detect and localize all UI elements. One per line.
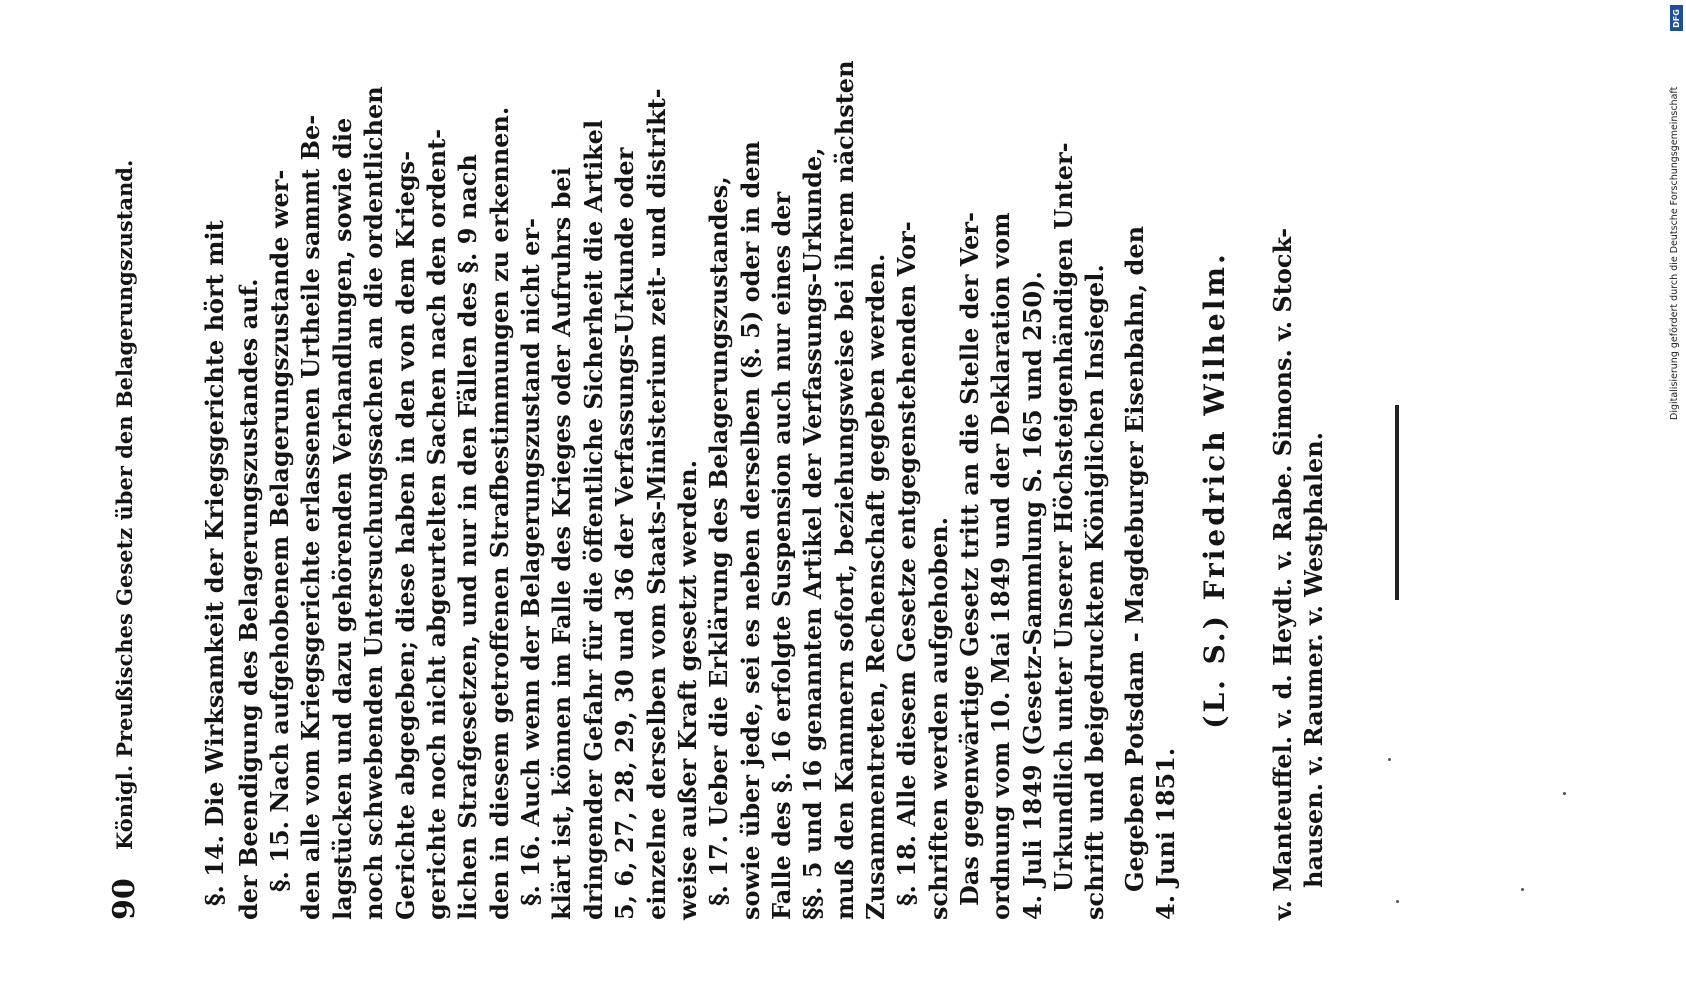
text-line: einzelne derselben vom Staats-Ministerium zeit- und distrikt- xyxy=(642,88,671,920)
text-line: Gerichte abgegeben; diese haben in den von dem Kriegs- xyxy=(391,150,420,920)
text-line: Urkundlich unter Unserer Höchsteigenhändigen Unter- xyxy=(1049,142,1078,892)
text-line: §§. 5 und 16 genannten Artikel der Verfassungs-Urkunde, xyxy=(798,147,827,920)
closing-rule xyxy=(1395,405,1399,600)
scan-speck xyxy=(1396,900,1399,903)
running-head: Königl. Preußisches Gesetz über den Belagerungszustand. xyxy=(112,159,137,850)
text-line: ordnung vom 10. Mai 1849 und der Deklaration vom xyxy=(986,212,1015,920)
text-line: lichen Strafgesetzen, und nur in den Fällen des §. 9 nach xyxy=(453,154,482,920)
text-line: Falle des §. 16 erfolgte Suspension auch nur eines der xyxy=(767,191,796,920)
digitization-credit: Digitalisierung gefördert durch die Deutsche Forschungsgemeinschaft xyxy=(1669,86,1680,420)
rotated-text-block xyxy=(103,20,1453,920)
scan-speck xyxy=(1563,792,1566,795)
dfg-logo xyxy=(1670,5,1683,31)
text-line: klärt ist, können im Falle des Krieges oder Aufruhrs bei xyxy=(547,167,576,920)
text-line: Zusammentreten, Rechenschaft gegeben werden. xyxy=(861,253,890,920)
header-line xyxy=(103,60,147,920)
signature-line: (L. S.) Friedrich Wilhelm. xyxy=(1198,251,1231,729)
minister-line: hausen. v. Raumer. v. Westphalen. xyxy=(1299,431,1328,888)
page-number: 90 xyxy=(107,878,142,920)
scan-speck xyxy=(1388,758,1391,761)
text-line: sowie über jede, sei es neben derselben (§. 5) oder in dem xyxy=(736,140,765,920)
text-line: weise außer Kraft gesetzt werden. xyxy=(673,460,702,920)
text-line: den in diesem getroffenen Strafbestimmungen zu erkennen. xyxy=(485,106,514,920)
text-line: 4. Juli 1849 (Gesetz-Sammlung S. 165 und 250). xyxy=(1018,271,1047,920)
scan-speck xyxy=(1521,888,1524,891)
minister-line: v. Manteuffel. v. d. Heydt. v. Rabe. Simons. v. Stock- xyxy=(1268,227,1297,920)
text-line: der Beendigung des Belagerungszustandes auf. xyxy=(234,278,263,920)
text-line: noch schwebenden Untersuchungssachen an die ordentlichen xyxy=(359,86,388,920)
text-line: lagstücken und dazu gehörenden Verhandlungen, sowie die xyxy=(328,117,357,920)
text-line: muß den Kammern sofort, beziehungsweise bei ihrem nächsten xyxy=(830,60,859,920)
digitization-sidebar xyxy=(1655,0,1685,1000)
dfg-logo-text: DFG xyxy=(1672,8,1682,28)
text-line: §. 14. Die Wirksamkeit der Kriegsgerichte hört mit xyxy=(200,220,229,906)
text-line: den alle vom Kriegsgerichte erlassenen Urtheile sammt Be- xyxy=(296,114,325,920)
text-line: Das gegenwärtige Gesetz tritt an die Stelle der Ver- xyxy=(955,211,984,906)
text-line: §. 16. Auch wenn der Belagerungszustand nicht er- xyxy=(516,218,545,906)
text-line: schriften werden aufgehoben. xyxy=(924,517,953,920)
text-line: Gegeben Potsdam - Magdeburger Eisenbahn, den xyxy=(1120,225,1149,892)
text-line: §. 18. Alle diesem Gesetze entgegenstehenden Vor- xyxy=(892,221,921,906)
text-line: §. 15. Nach aufgehobenem Belagerungszustande wer- xyxy=(265,169,294,892)
text-line: schrift und beigedrucktem Königlichen Insiegel. xyxy=(1080,264,1109,920)
text-line: gerichte noch nicht abgeurtelten Sachen nach den ordent- xyxy=(422,128,451,920)
text-line: 5, 6, 27, 28, 29, 30 und 36 der Verfassungs-Urkunde oder xyxy=(610,147,639,920)
text-line: dringender Gefahr für die öffentliche Sicherheit die Artikel xyxy=(579,119,608,920)
text-line: 4. Juni 1851. xyxy=(1151,747,1180,920)
text-line: §. 17. Ueber die Erklärung des Belagerungszustandes, xyxy=(704,176,733,906)
